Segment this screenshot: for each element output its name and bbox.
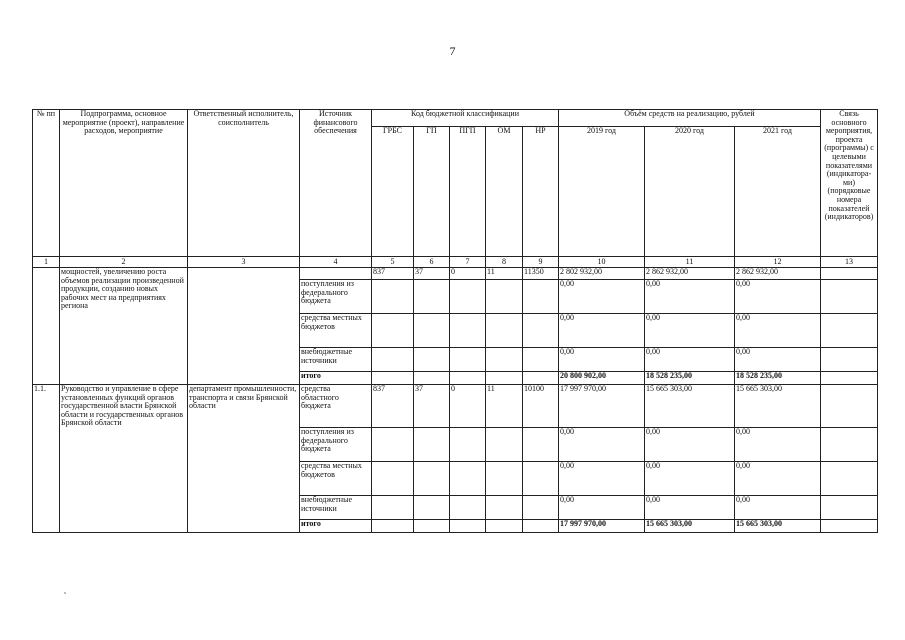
column-number: 2 [60,257,188,268]
header-gp: ГП [414,127,450,257]
column-number: 6 [414,257,450,268]
amount-y2019-cell: 0,00 [559,462,645,496]
indicator-link-cell [821,314,878,348]
kbk-grbs-cell [372,462,414,496]
column-number: 3 [188,257,300,268]
amount-y2020-cell: 0,00 [645,496,735,520]
kbk-grbs-cell: 837 [372,385,414,428]
column-number: 1 [33,257,60,268]
column-number: 9 [523,257,559,268]
indicator-link-cell [821,462,878,496]
amount-y2021-cell: 0,00 [735,348,821,372]
amount-y2020-cell: 2 862 932,00 [645,268,735,280]
amount-y2021-cell: 2 862 932,00 [735,268,821,280]
kbk-gp-cell [414,428,450,462]
header-grbs: ГРБС [372,127,414,257]
budget-table [32,109,878,533]
amount-y2020-cell: 0,00 [645,280,735,314]
kbk-pgp-cell [450,520,486,533]
header-col-program: Подпрограмма, основное мероприятие (проект), направление расходов, мероприятие [60,110,188,257]
source-cell: внебюджетные источники [300,496,372,520]
table-row [33,385,878,428]
kbk-gp-cell [414,314,450,348]
amount-y2019-cell: 0,00 [559,280,645,314]
kbk-grbs-cell [372,496,414,520]
kbk-grbs-cell [372,280,414,314]
amount-y2019-cell: 17 997 970,00 [559,385,645,428]
indicator-link-cell [821,520,878,533]
source-cell: средства местных бюджетов [300,314,372,348]
kbk-grbs-cell [372,428,414,462]
source-cell: итого [300,372,372,385]
column-number: 8 [486,257,523,268]
kbk-gp-cell: 37 [414,385,450,428]
amount-y2019-cell: 2 802 932,00 [559,268,645,280]
executor-cell [188,268,300,385]
amount-y2019-cell: 0,00 [559,314,645,348]
measure-name-cell: Руководство и управление в сфере установленных функций органов государственной власти Брянской области и государственных органов Брянской области [60,385,188,533]
kbk-nr-cell: 10100 [523,385,559,428]
kbk-nr-cell [523,372,559,385]
measure-name-cell: мощностей, увеличению роста объемов реализации произведенной продукции, созданию новых рабочих мест на предприятиях региона [60,268,188,385]
kbk-om-cell [486,314,523,348]
header-om: ОМ [486,127,523,257]
amount-y2021-cell: 0,00 [735,462,821,496]
source-cell [300,268,372,280]
kbk-grbs-cell: 837 [372,268,414,280]
kbk-grbs-cell [372,372,414,385]
amount-y2020-cell: 18 528 235,00 [645,372,735,385]
kbk-om-cell [486,280,523,314]
amount-y2020-cell: 0,00 [645,428,735,462]
kbk-om-cell [486,428,523,462]
source-cell: поступления из федерального бюджета [300,280,372,314]
kbk-nr-cell: 11350 [523,268,559,280]
kbk-gp-cell [414,372,450,385]
kbk-grbs-cell [372,520,414,533]
row-number-cell: 1.1. [33,385,60,533]
kbk-om-cell [486,520,523,533]
amount-y2019-cell: 0,00 [559,348,645,372]
row-number-cell [33,268,60,385]
kbk-pgp-cell: 0 [450,268,486,280]
kbk-om-cell [486,372,523,385]
indicator-link-cell [821,496,878,520]
amount-y2021-cell: 18 528 235,00 [735,372,821,385]
kbk-pgp-cell [450,348,486,372]
kbk-om-cell: 11 [486,268,523,280]
kbk-pgp-cell [450,428,486,462]
kbk-gp-cell [414,462,450,496]
table-row [33,268,878,280]
header-col-link: Связь основного мероприятия, проекта (программы) с целевыми показателями (индикатора-ми) (порядковые номера показателей (индикаторов) [821,110,878,257]
indicator-link-cell [821,385,878,428]
indicator-link-cell [821,348,878,372]
kbk-pgp-cell: 0 [450,385,486,428]
header-nr: НР [523,127,559,257]
kbk-nr-cell [523,314,559,348]
amount-y2020-cell: 0,00 [645,348,735,372]
header-col-num: № пп [33,110,60,257]
kbk-nr-cell [523,462,559,496]
kbk-grbs-cell [372,314,414,348]
amount-y2019-cell: 20 800 902,00 [559,372,645,385]
indicator-link-cell [821,268,878,280]
column-numbers-row [33,257,878,268]
indicator-link-cell [821,428,878,462]
amount-y2021-cell: 15 665 303,00 [735,385,821,428]
kbk-nr-cell [523,348,559,372]
scan-speck [64,592,66,594]
column-number: 5 [372,257,414,268]
kbk-grbs-cell [372,348,414,372]
executor-cell: департамент промышленности, транспорта и связи Брянской области [188,385,300,533]
amount-y2021-cell: 0,00 [735,280,821,314]
source-cell: внебюджетные источники [300,348,372,372]
kbk-pgp-cell [450,462,486,496]
header-col-source: Источник финансового обеспечения [300,110,372,257]
header-funds: Объём средств на реализацию, рублей [559,110,821,127]
kbk-nr-cell [523,496,559,520]
source-cell: средства местных бюджетов [300,462,372,496]
kbk-gp-cell: 37 [414,268,450,280]
kbk-om-cell: 11 [486,385,523,428]
kbk-gp-cell [414,520,450,533]
header-pgp: ПГП [450,127,486,257]
amount-y2019-cell: 0,00 [559,428,645,462]
kbk-om-cell [486,348,523,372]
column-number: 11 [645,257,735,268]
kbk-gp-cell [414,348,450,372]
source-cell: поступления из федерального бюджета [300,428,372,462]
kbk-om-cell [486,496,523,520]
kbk-pgp-cell [450,314,486,348]
kbk-pgp-cell [450,372,486,385]
column-number: 12 [735,257,821,268]
amount-y2021-cell: 15 665 303,00 [735,520,821,533]
column-number: 10 [559,257,645,268]
kbk-om-cell [486,462,523,496]
column-number: 13 [821,257,878,268]
indicator-link-cell [821,280,878,314]
kbk-nr-cell [523,280,559,314]
indicator-link-cell [821,372,878,385]
page-number: 7 [449,44,456,58]
header-col-executor: Ответственный исполнитель, соисполнитель [188,110,300,257]
amount-y2019-cell: 0,00 [559,496,645,520]
amount-y2021-cell: 0,00 [735,428,821,462]
kbk-gp-cell [414,496,450,520]
source-cell: средства областного бюджета [300,385,372,428]
header-year-2020: 2020 год [645,127,735,257]
amount-y2020-cell: 0,00 [645,462,735,496]
header-year-2021: 2021 год [735,127,821,257]
budget-table-container [32,109,878,533]
header-year-2019: 2019 год [559,127,645,257]
amount-y2021-cell: 0,00 [735,314,821,348]
amount-y2021-cell: 0,00 [735,496,821,520]
amount-y2019-cell: 17 997 970,00 [559,520,645,533]
column-number: 4 [300,257,372,268]
source-cell: итого [300,520,372,533]
kbk-pgp-cell [450,496,486,520]
amount-y2020-cell: 15 665 303,00 [645,385,735,428]
kbk-gp-cell [414,280,450,314]
kbk-nr-cell [523,428,559,462]
kbk-nr-cell [523,520,559,533]
header-kbk: Код бюджетной классификации [372,110,559,127]
kbk-pgp-cell [450,280,486,314]
amount-y2020-cell: 0,00 [645,314,735,348]
column-number: 7 [450,257,486,268]
amount-y2020-cell: 15 665 303,00 [645,520,735,533]
